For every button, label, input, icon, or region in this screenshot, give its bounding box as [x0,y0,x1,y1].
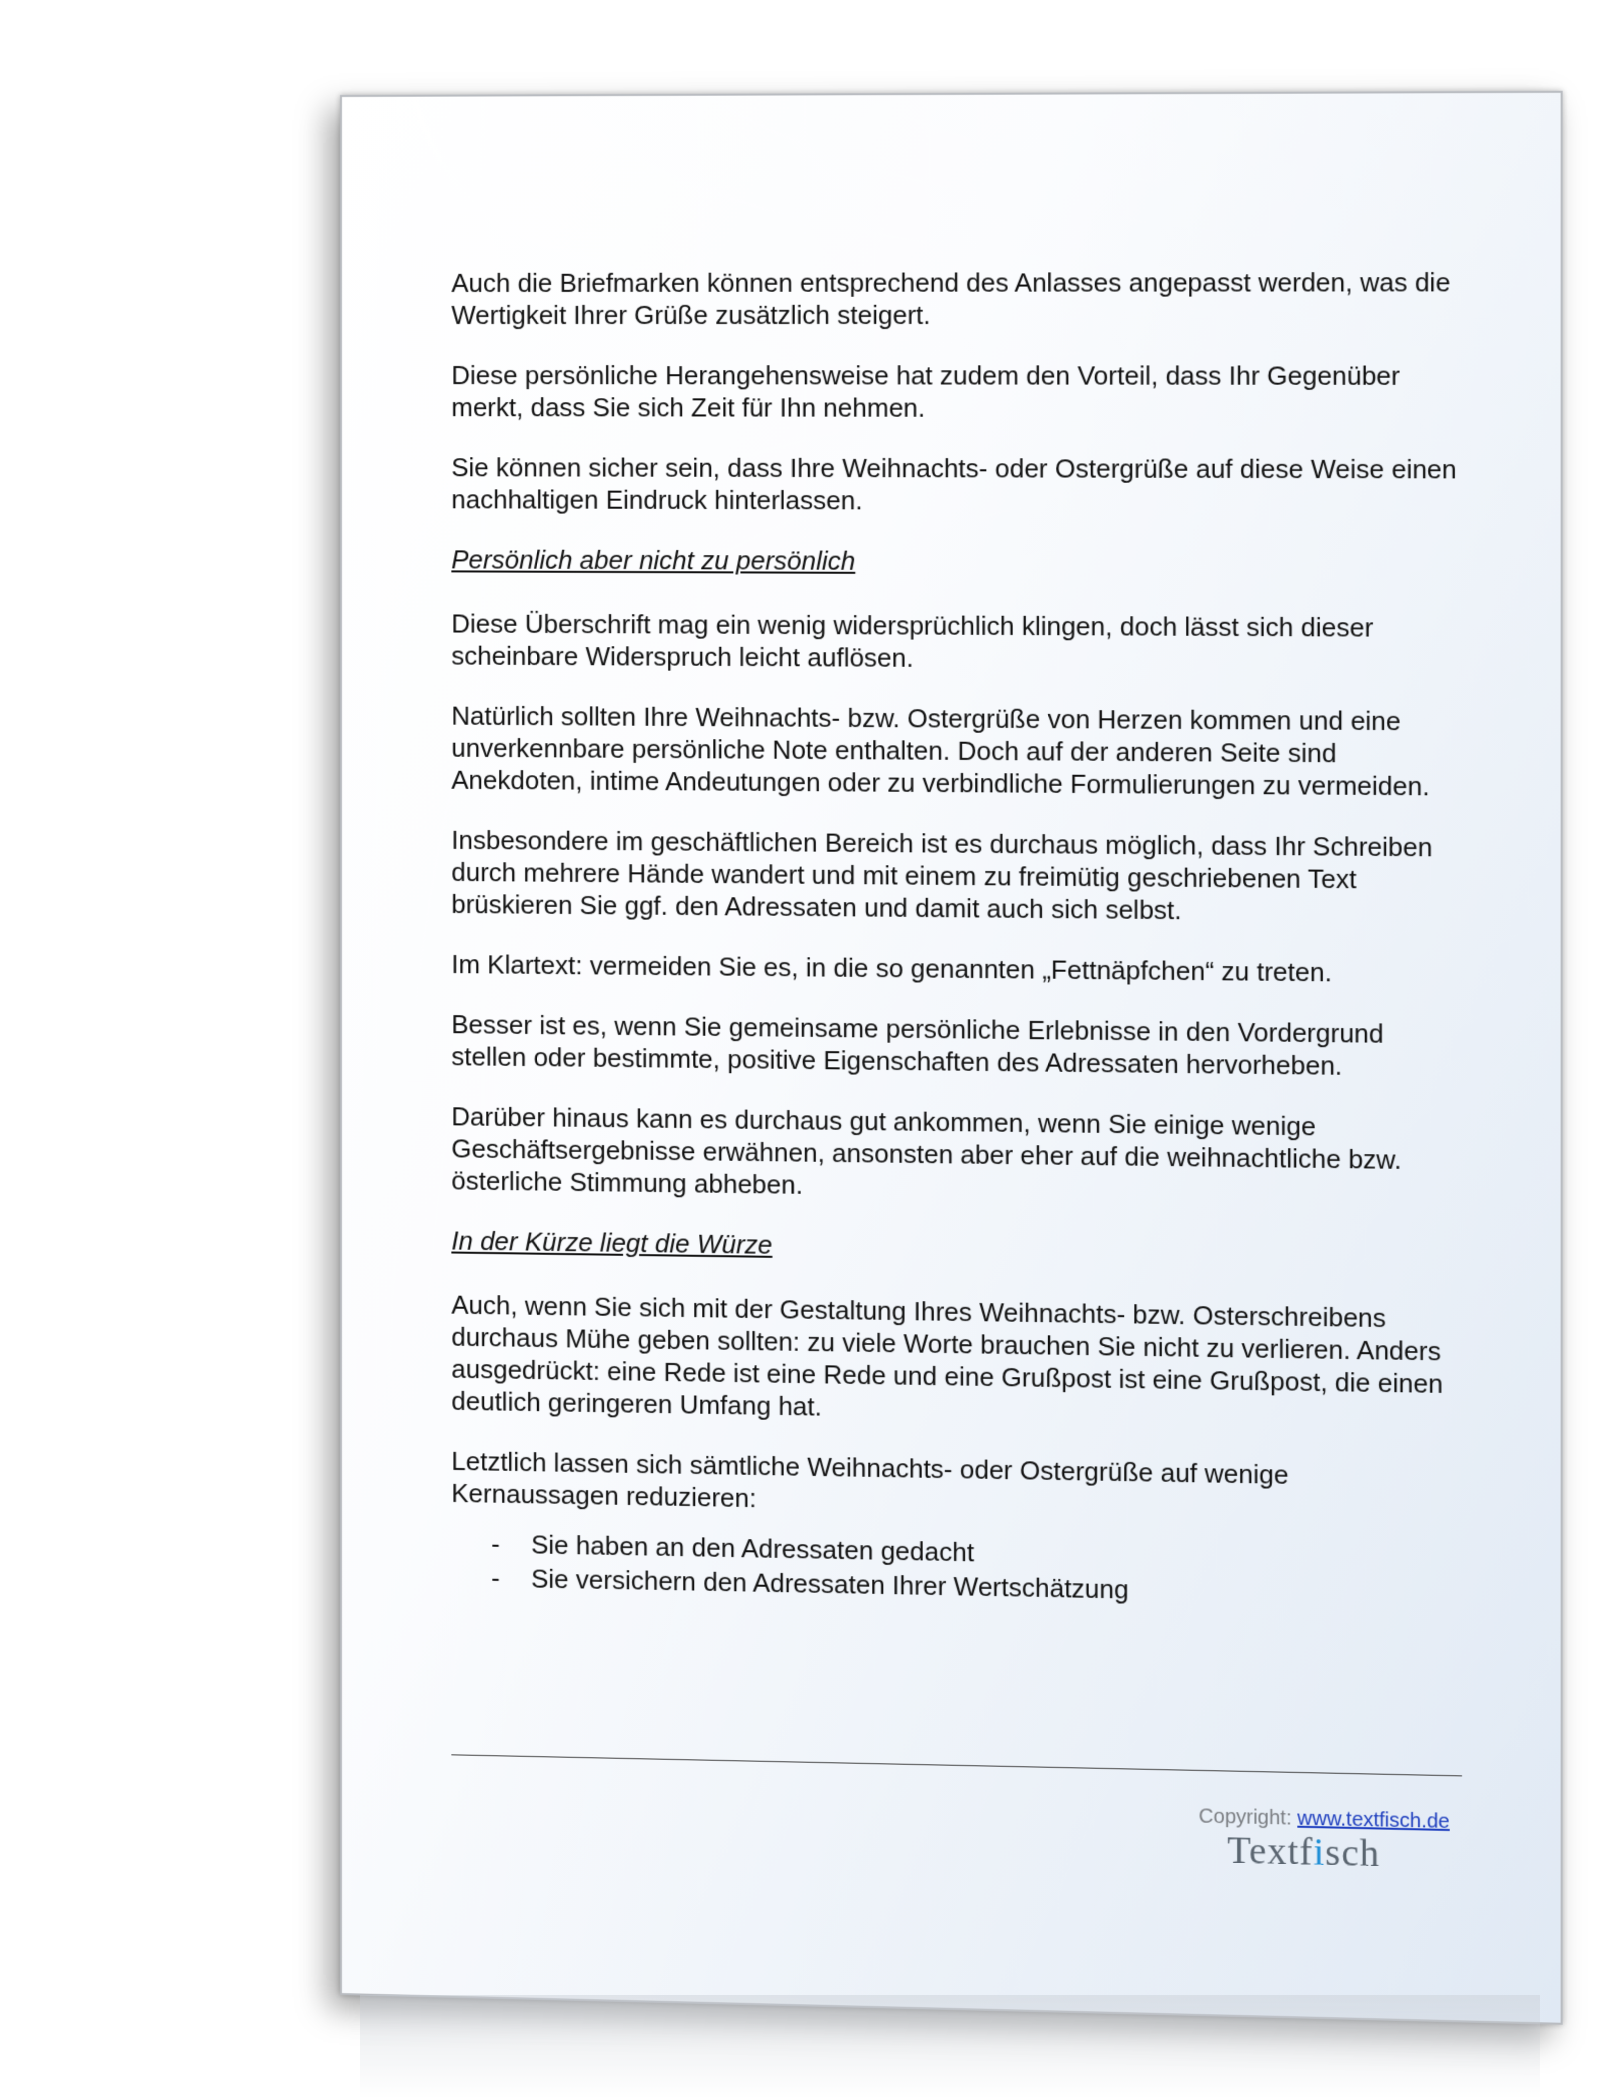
paragraph: Natürlich sollten Ihre Weihnachts- bzw. Ostergrüße von Herzen kommen und eine unverkennbare persönliche Note enthalten. Doch auf der anderen Seite sind Anekdoten, intime Andeutungen oder zu verbindliche Formulierungen zu vermeiden. [451,700,1430,802]
logo-text-suffix: sch [1325,1831,1381,1876]
section-heading: Persönlich aber nicht zu persönlich [451,544,856,576]
document-content [451,266,1462,1876]
paragraph: Sie können sicher sein, dass Ihre Weihnachts- oder Ostergrüße auf diese Weise einen nachhaltigen Eindruck hinterlassen. [451,452,1457,516]
bullet-marker: - [491,1528,500,1559]
page-reflection [360,1995,1540,2100]
paragraph: Diese persönliche Herangehensweise hat zudem den Vorteil, dass Ihr Gegenüber merkt, dass Sie sich Zeit für Ihn nehmen. [451,360,1400,423]
paragraph: Letztlich lassen sich sämtliche Weihnachts- oder Ostergrüße auf wenige Kernaussagen reduzieren: [451,1445,1289,1514]
copyright-label: Copyright: [1198,1805,1292,1830]
footer-divider [451,1754,1462,1776]
textfisch-logo [1227,1829,1381,1876]
paragraph: Auch die Briefmarken können entsprechend des Anlasses angepasst werden, was die Wertigkeit Ihrer Grüße zusätzlich steigert. [451,266,1451,331]
paragraph: Besser ist es, wenn Sie gemeinsame persönliche Erlebnisse in den Vordergrund stellen oder bestimmte, positive Eigenschaften des Adressaten hervorheben. [451,1009,1384,1081]
section-heading: In der Kürze liegt die Würze [451,1225,773,1260]
copyright-link[interactable]: www.textfisch.de [1297,1807,1450,1834]
paragraph: Darüber hinaus kann es durchaus gut ankommen, wenn Sie einige wenige Geschäftsergebnisse erwähnen, ansonsten aber eher auf die weihnachtliche bzw. österliche Stimmung abheben. [451,1101,1402,1200]
paragraph: Im Klartext: vermeiden Sie es, in die so genannten „Fettnäpfchen“ zu treten. [451,949,1332,988]
logo-fish-icon: i [1313,1831,1326,1874]
paragraph: Diese Überschrift mag ein wenig widersprüchlich klingen, doch lässt sich dieser scheinbare Widerspruch leicht auflösen. [451,608,1374,673]
document-page [340,91,1563,2025]
bullet-list [491,1528,1462,1612]
list-item-text: Sie versichern den Adressaten Ihrer Wertschätzung [531,1563,1129,1605]
list-item-text: Sie haben an den Adressaten gedacht [531,1529,975,1568]
paragraph: Insbesondere im geschäftlichen Bereich ist es durchaus möglich, dass Ihr Schreiben durch mehrere Hände wandert und mit einem zu freimütig geschriebenen Text brüskieren Sie ggf. den Adressaten und damit auch sich selbst. [451,824,1433,926]
paragraph: Auch, wenn Sie sich mit der Gestaltung Ihres Weihnachts- bzw. Osterschreibens durchaus Mühe geben sollten: zu viele Worte brauchen Sie nicht zu verlieren. Anders ausgedrückt: eine Rede ist eine Rede und eine Grußpost ist eine Grußpost, die einen deutlich geringeren Umfang hat. [451,1289,1443,1422]
logo-text-prefix: Textf [1227,1829,1314,1874]
bullet-marker: - [491,1562,500,1593]
